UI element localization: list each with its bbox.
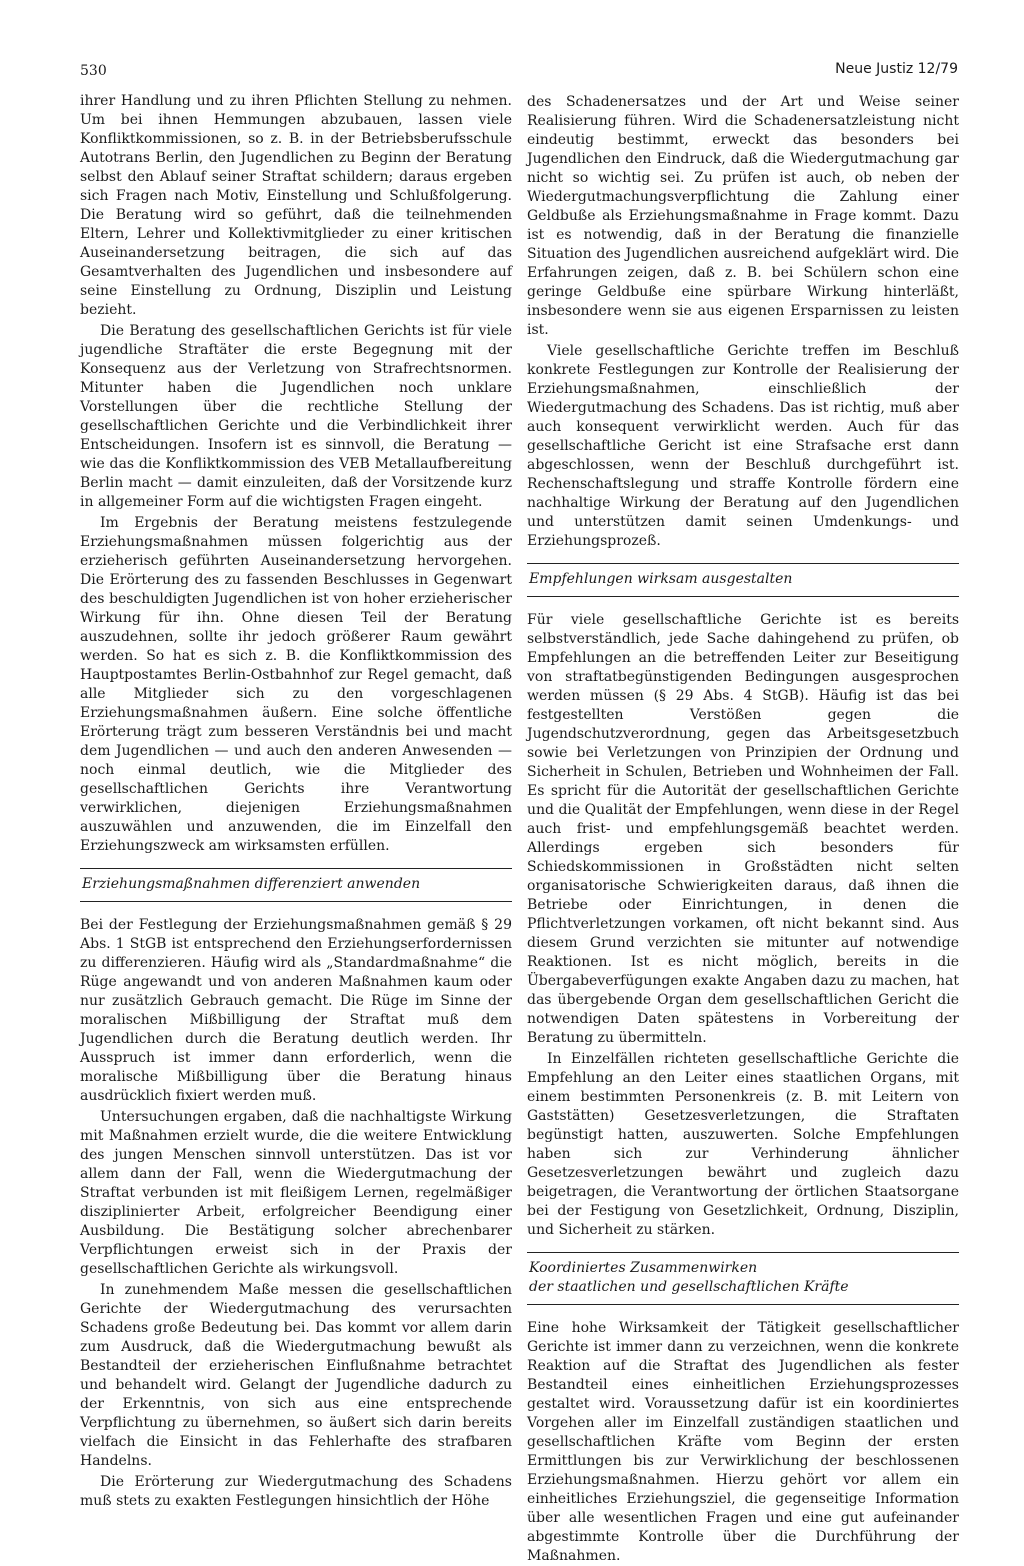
paragraph: In Einzelfällen richteten gesellschaftliche Gerichte die Empfehlung an den Leiter eines staatlichen Organs, mit einem bestimmten Personenkreis (z. B. mit Leitern von Gaststätten) Gesetzesverletzungen, die Straftaten begünstigt hatten, auszuwerten. Solche Empfehlungen haben sich zur Verhinderung ähnlicher Gesetzesverletzungen bewährt und zugleich dazu beigetragen, die Verantwortung der örtlichen Staatsorgane bei der Festigung von Gesetzlichkeit, Ordnung, Disziplin, und Sicherheit zu stärken. [527,1051,959,1238]
paragraph: des Schadenersatzes und der Art und Weise seiner Realisierung führen. Wird die Schadenersatzleistung nicht eindeutig bestimmt, erweckt das besonders bei Jugendlichen den Eindruck, daß die Wiedergutmachung gar nicht so wichtig sei. Zu prüfen ist auch, ob neben der Wiedergutmachungsverpflichtung die Zahlung einer Geldbuße als Erziehungsmaßnahme in Frage kommt. Dazu ist es notwendig, daß in der Beratung die finanzielle Situation des Jugendlichen ausreichend aufgeklärt wird. Die Erfahrungen zeigen, daß z. B. bei Schülern schon eine geringe Geldbuße eine spürbare Wirkung hinterläßt, insbesondere wenn sie aus eigenen Ersparnissen zu leisten ist. [527,94,959,338]
paragraph: Die Erörterung zur Wiedergutmachung des Schadens muß stets zu exakten Festlegungen hinsichtlich der Höhe [80,1474,512,1509]
right-column [527,93,959,1566]
paragraph: In zunehmendem Maße messen die gesellschaftlichen Gerichte der Wiedergutmachung des verursachten Schadens große Bedeutung bei. Das kommt vor allem darin zum Ausdruck, daß die Wiedergutmachung bewußt als Bestandteil der erzieherischen Einflußnahme betrachtet und behandelt wird. Gelangt der Jugendliche dadurch zu der Erkenntnis, von sich aus eine entsprechende Verpflichtung zu übernehmen, so äußert sich darin bereits vielfach die Einsicht in das Fehlerhafte des strafbaren Handelns. [80,1282,512,1469]
left-column [80,92,512,1511]
section-heading [527,1252,959,1305]
paragraph: Für viele gesellschaftliche Gerichte ist es bereits selbstverständlich, jede Sache dahingehend zu prüfen, ob Empfehlungen an die betreffenden Leiter zur Beseitigung von straftatbegünstigenden Bedingungen ausgesprochen werden müssen (§ 29 Abs. 4 StGB). Häufig ist das bei festgestellten Verstößen gegen die Jugendschutzverordnung, gegen das Arbeitsgesetzbuch sowie bei Verletzungen von Prinzipien der Ordnung und Sicherheit in Schulen, Betrieben und Wohnheimen der Fall. Es spricht für die Autorität der gesellschaftlichen Gerichte und die Qualität der Empfehlungen, wenn diese in der Regel auch frist- und empfehlungsgemäß beachtet werden. Allerdings ergeben sich besonders für Schiedskommissionen in Großstädten nicht selten organisatorische Schwierigkeiten daraus, daß ihnen die Betriebe oder Einrichtungen, in denen die Pflichtverletzungen vorkamen, oft nicht bekannt sind. Aus diesem Grund verzichten sie mitunter auf notwendige Reaktionen. Ist es nicht möglich, bereits in die Übergabeverfügungen exakte Angaben dazu zu machen, hat das übergebende Organ dem gesellschaftlichen Gericht die notwendigen Daten spätestens in Vorbereitung der Beratung zu übermitteln. [527,612,959,1046]
page-header [80,60,958,80]
section-heading: Empfehlungen wirksam ausgestalten [527,563,959,597]
journal-issue: Neue Justiz 12/79 [835,61,958,77]
paragraph: Untersuchungen ergaben, daß die nachhaltigste Wirkung mit Maßnahmen erzielt wurde, die die weitere Entwicklung des jungen Menschen sinnvoll unterstützen. Das ist vor allem dann der Fall, wenn die Wiedergutmachung der Straftat verbunden ist mit fleißigem Lernen, regelmäßiger disziplinierter Arbeit, erfolgreicher Beendigung einer Ausbildung. Die Bestätigung solcher abrechenbarer Verpflichtungen erweist sich in der Praxis der gesellschaftlichen Gerichte als wirkungsvoll. [80,1109,512,1277]
section-heading-line: Koordiniertes Zusammenwirken [529,1260,758,1276]
paragraph: ihrer Handlung und zu ihren Pflichten Stellung zu nehmen. Um bei ihnen Hemmungen abzubauen, lassen viele Konfliktkommissionen, so z. B. in der Betriebsberufsschule Autotrans Berlin, den Jugendlichen zu Beginn der Beratung selbst den Ablauf seiner Straftat schildern; daraus ergeben sich Fragen nach Motiv, Einstellung und Schlußfolgerung. Die Beratung wird so geführt, daß die teilnehmenden Eltern, Lehrer und Kollektivmitglieder zu einer kritischen Auseinandersetzung beitragen, die sich auf das Gesamtverhalten des Jugendlichen und insbesondere auf seine Einstellung zu Ordnung, Disziplin und Leistung bezieht. [80,93,512,318]
page-number: 530 [80,63,107,79]
paragraph: Eine hohe Wirksamkeit der Tätigkeit gesellschaftlicher Gerichte ist immer dann zu verzeichnen, wenn die konkrete Reaktion auf die Straftat des Jugendlichen als fester Bestandteil eines einheitlichen Erziehungsprozesses gestaltet wird. Voraussetzung dafür ist ein koordiniertes Vorgehen aller im Einzelfall zuständigen staatlichen und gesellschaftlichen Kräfte vom Beginn der ersten Ermittlungen bis zur Verwirklichung der beschlossenen Erziehungsmaßnahmen. Hierzu gehört vor allem ein einheitliches Erziehungsziel, die gegenseitige Information über alle wesentlichen Fragen und eine gut aufeinander abgestimmte Kontrolle über die Durchführung der Maßnahmen. [527,1320,959,1564]
paragraph: Die Beratung des gesellschaftlichen Gerichts ist für viele jugendliche Straftäter die erste Begegnung mit der Konsequenz aus der Verletzung von Strafrechtsnormen. Mitunter haben die Jugendlichen noch unklare Vorstellungen über die rechtliche Stellung der gesellschaftlichen Gerichte und die Verbindlichkeit ihrer Entscheidungen. Insofern ist es sinnvoll, die Beratung — wie das die Konfliktkommission des VEB Metallaufbereitung Berlin macht — damit einzuleiten, daß der Vorsitzende kurz in allgemeiner Form auf die wichtigsten Fragen eingeht. [80,323,512,510]
section-heading: Erziehungsmaßnahmen differenziert anwenden [80,868,512,902]
section-heading-line: der staatlichen und gesellschaftlichen Kräfte [529,1279,849,1295]
paragraph: Viele gesellschaftliche Gerichte treffen im Beschluß konkrete Festlegungen zur Kontrolle der Realisierung der Erziehungsmaßnahmen, einschließlich der Wiedergutmachung des Schadens. Das ist richtig, muß aber auch konsequent verwirklicht werden. Auch für das gesellschaftliche Gericht ist eine Strafsache erst dann abgeschlossen, wenn der Beschluß durchgeführt ist. Rechenschaftslegung und straffe Kontrolle fördern eine nachhaltige Wirkung der Beratung auf den Jugendlichen und unterstützen damit seinen Umdenkungs- und Erziehungsprozeß. [527,343,959,549]
paragraph: Im Ergebnis der Beratung meistens festzulegende Erziehungsmaßnahmen müssen folgerichtig aus der erzieherisch geführten Auseinandersetzung hervorgehen. Die Erörterung des zu fassenden Beschlusses in Gegenwart des beschuldigten Jugendlichen ist von hoher erzieherischer Wirkung für ihn. Ohne diesen Teil der Beratung auszudehnen, sollte ihr jedoch größerer Raum gewährt werden. So hat es sich z. B. die Konfliktkommission des Hauptpostamtes Berlin-Ostbahnhof zur Regel gemacht, daß alle Mitglieder sich zu den vorgeschlagenen Erziehungsmaßnahmen äußern. Eine solche öffentliche Erörterung trägt zum besseren Verständnis bei und macht dem Jugendlichen — und auch den anderen Anwesenden — noch einmal deutlich, wie die Mitglieder des gesellschaftlichen Gerichts ihre Verantwortung verwirklichen, diejenigen Erziehungsmaßnahmen auszuwählen und anzuwenden, die im Einzelfall den Erziehungszweck am wirksamsten erfüllen. [80,515,512,854]
paragraph: Bei der Festlegung der Erziehungsmaßnahmen gemäß § 29 Abs. 1 StGB ist entsprechend den Erziehungserfordernissen zu differenzieren. Häufig wird als „Standardmaßnahme“ die Rüge angewandt und von anderen Maßnahmen kaum oder nur zusätzlich Gebrauch gemacht. Die Rüge im Sinne der moralischen Mißbilligung der Straftat muß dem Jugendlichen durch die Beratung deutlich werden. Ihr Ausspruch ist immer dann erforderlich, wenn die moralische Mißbilligung über die Beratung hinaus ausdrücklich fixiert werden muß. [80,917,512,1104]
